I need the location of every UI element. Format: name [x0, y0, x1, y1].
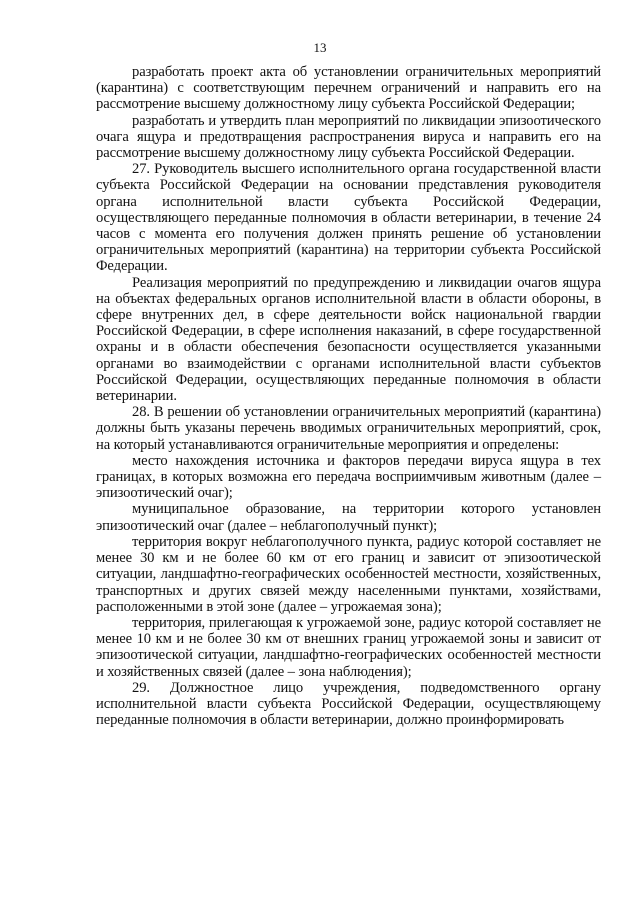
document-body — [96, 64, 601, 728]
paragraph-29-official-notice: 29. Должностное лицо учреждения, подведомственного органу исполнительной власти субъекта Российской Федерации, осуществляющему переданные полномочия в области ветеринарии, должно проинформировать — [96, 679, 601, 729]
paragraph-action-plan: разработать и утвердить план мероприятий по ликвидации эпизоотического очага ящура и предотвращения распространения вируса и направить его на рассмотрение высшему должностному лицу субъекта Российской Федерации. — [96, 112, 601, 162]
paragraph-27-quarantine-decision: 27. Руководитель высшего исполнительного органа государственной власти субъекта Российской Федерации на основании представления руководителя органа исполнительной власти субъекта Российской Федерации, осуществляющего переданные полномочия в области ветеринарии, в течение 24 часов с момента его получения должен принять решение об установлении ограничительных мероприятий (карантина) на территории субъекта Российской Федерации. — [96, 161, 601, 275]
paragraph-28-decision-contents: 28. В решении об установлении ограничительных мероприятий (карантина) должны быть указаны перечень вводимых ограничительных мероприятий, срок, на который устанавливаются ограничительные мероприятия и определены: — [96, 404, 601, 453]
paragraph-unfavorable-point: муниципальное образование, на территории которого установлен эпизоотический очаг (далее – неблагополучный пункт); — [96, 501, 601, 534]
paragraph-epizootic-focus: место нахождения источника и факторов передачи вируса ящура в тех границах, в которых возможна его передача восприимчивым животным (далее – эпизоотический очаг); — [96, 452, 601, 502]
paragraph-federal-bodies: Реализация мероприятий по предупреждению и ликвидации очагов ящура на объектах федеральных органов исполнительной власти в области обороны, в сфере внутренних дел, в сфере деятельности войск национальной гвардии Российской Федерации, в сфере исполнения наказаний, в сфере государственной охраны и в области обеспечения безопасности осуществляется указанными органами во взаимодействии с органами исполнительной власти субъектов Российской Федерации, осуществляющих переданные полномочия в области ветеринарии. — [96, 274, 601, 405]
paragraph-draft-act: разработать проект акта об установлении ограничительных мероприятий (карантина) с соответствующим перечнем ограничений и направить его на рассмотрение высшему должностному лицу субъекта Российской Федерации; — [96, 64, 601, 113]
page-number: 13 — [313, 40, 327, 55]
paragraph-observation-zone: территория, прилегающая к угрожаемой зоне, радиус которой составляет не менее 10 км и не более 30 км от внешних границ угрожаемой зоны и зависит от эпизоотической ситуации, ландшафтно-географических особенностей местности и хозяйственных связей (далее – зона наблюдения); — [96, 614, 601, 680]
paragraph-threatened-zone: территория вокруг неблагополучного пункта, радиус которой составляет не менее 30 км и не более 60 км от его границ и зависит от эпизоотической ситуации, ландшафтно-географических особенностей местности, хозяйственных, транспортных и других связей между населенными пунктами, хозяйствами, расположенными в этой зоне (далее – угрожаемая зона); — [96, 533, 601, 615]
